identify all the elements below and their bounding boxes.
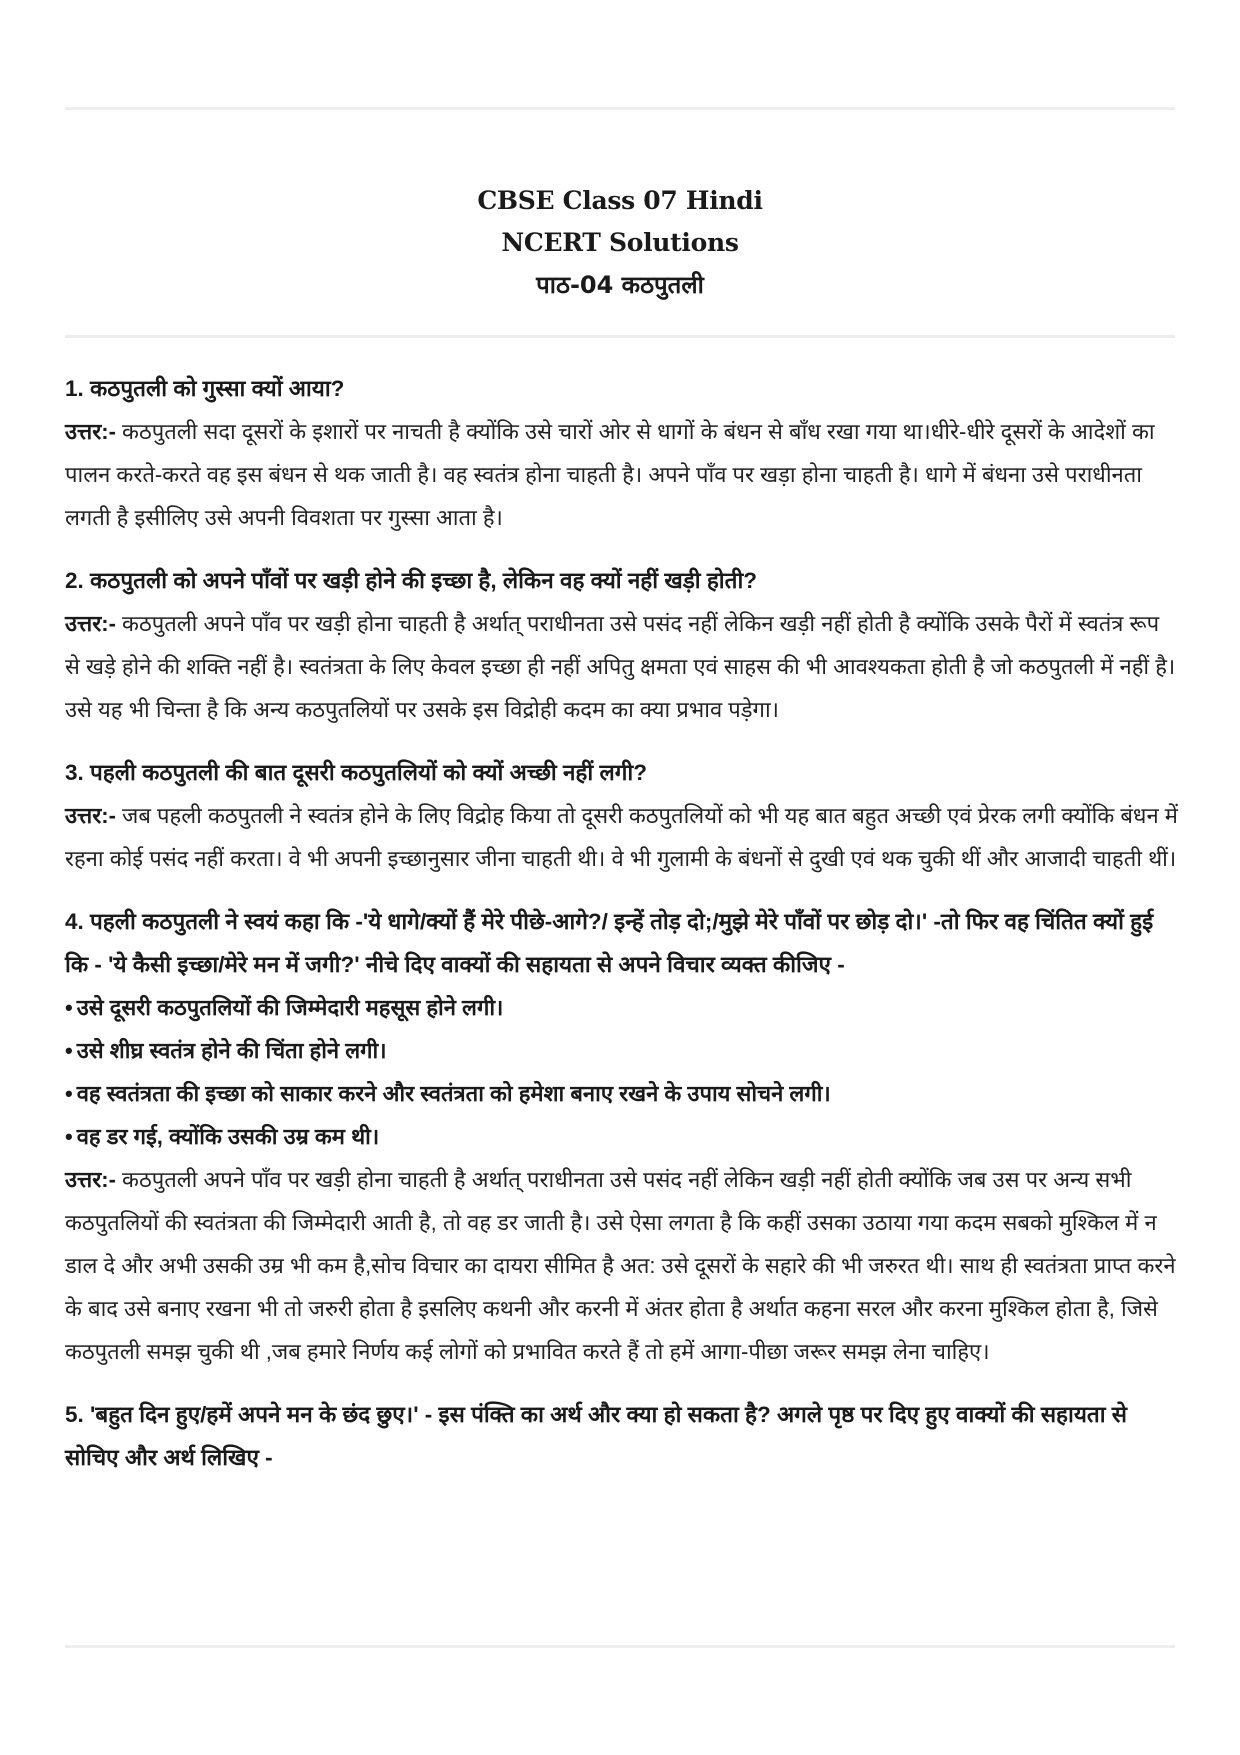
question-number: 3. — [65, 760, 84, 785]
top-divider — [65, 107, 1175, 110]
option-item: • वह डर गई, क्योंकि उसकी उम्र कम थी। — [65, 1115, 1180, 1158]
document-header — [0, 180, 1240, 306]
chapter-title: पाठ-04 कठपुतली — [536, 271, 704, 299]
answer-label: उत्तर:- — [65, 611, 116, 636]
answer-text: कठपुतली अपने पाँव पर खड़ी होना चाहती है अर्थात् पराधीनता उसे पसंद नहीं लेकिन खड़ी नहीं होती क्योंकि जब उस पर अन्य सभी कठपुतलियों की स्वतंत्रता की जिम्मेदारी आती है, तो वह डर जाती है। उसे ऐसा लगता है कि कहीं उसका उठाया गया कदम सबको मुश्किल में न डाल दे और अभी उसकी उम्र भी कम है,सोच विचार का दायरा सीमित है अत: उसे दूसरों के सहारे की भी जरुरत थी। साथ ही स्वतंत्रता प्राप्त करने के बाद उसे बनाए रखना भी तो जरुरी होता है इसलिए कथनी और करनी में अंतर होता है अर्थात कहना सरल और करना मुश्किल होता है, जिसे कठपुतली समझ चुकी थी ,जब हमारे निर्णय कई लोगों को प्रभावित करते हैं तो हमें आगा-पीछा जरूर समझ लेना चाहिए। — [65, 1167, 1176, 1364]
answer-text: कठपुतली सदा दूसरों के इशारों पर नाचती है क्योंकि उसे चारों ओर से धागों के बंधन से बाँध रखा गया था।धीरे-धीरे दूसरों के आदेशों का पालन करते-करते वह इस बंधन से थक जाती है। वह स्वतंत्र होना चाहती है। अपने पाँव पर खड़ा होना चाहती है। धागे में बंधना उसे पराधीनता लगती है इसीलिए उसे अपनी विवशता पर गुस्सा आता है। — [65, 419, 1155, 530]
question-4 — [65, 900, 1180, 986]
question-1 — [65, 367, 1180, 410]
option-item: • उसे शीघ्र स्वतंत्र होने की चिंता होने लगी। — [65, 1029, 1180, 1072]
question-number: 2. — [65, 568, 84, 593]
answer-3 — [65, 794, 1180, 880]
answer-label: उत्तर:- — [65, 803, 116, 828]
document-body — [65, 367, 1180, 1499]
answer-2 — [65, 602, 1180, 731]
qa-item-5 — [65, 1393, 1180, 1479]
question-text: कठपुतली को अपने पाँवों पर खड़ी होने की इच्छा है, लेकिन वह क्यों नहीं खड़ी होती? — [90, 568, 758, 593]
answer-4 — [65, 1158, 1180, 1373]
answer-text: जब पहली कठपुतली ने स्वतंत्र होने के लिए विद्रोह किया तो दूसरी कठपुतलियों को भी यह बात बहुत अच्छी एवं प्रेरक लगी क्योंकि बंधन में रहना कोई पसंद नहीं करता। वे भी अपनी इच्छानुसार जीना चाहती थी। वे भी गुलामी के बंधनों से दुखी एवं थक चुकी थीं और आजादी चाहती थीं। — [65, 803, 1178, 871]
header-subtitle: NCERT Solutions — [501, 228, 739, 257]
header-title: CBSE Class 07 Hindi — [477, 186, 763, 215]
header-divider — [65, 335, 1175, 338]
question-text: कठपुतली को गुस्सा क्यों आया? — [90, 376, 345, 401]
question-text: 'बहुत दिन हुए/हमें अपने मन के छंद छुए।' - इस पंक्ति का अर्थ और क्या हो सकता है? अगले पृष्ठ पर दिए हुए वाक्यों की सहायता से सोचिए और अर्थ लिखिए - — [65, 1402, 1127, 1470]
option-list — [65, 986, 1180, 1158]
answer-1 — [65, 410, 1180, 539]
question-3 — [65, 751, 1180, 794]
question-number: 5. — [65, 1402, 84, 1427]
footer-divider — [65, 1645, 1175, 1648]
question-2 — [65, 559, 1180, 602]
answer-label: उत्तर:- — [65, 419, 116, 444]
question-number: 4. — [65, 909, 84, 934]
question-number: 1. — [65, 376, 84, 401]
option-item: • वह स्वतंत्रता की इच्छा को साकार करने और स्वतंत्रता को हमेशा बनाए रखने के उपाय सोचने लगी। — [65, 1072, 1180, 1115]
question-5 — [65, 1393, 1180, 1479]
answer-text: कठपुतली अपने पाँव पर खड़ी होना चाहती है अर्थात् पराधीनता उसे पसंद नहीं लेकिन खड़ी नहीं होती है क्योंकि उसके पैरों में स्वतंत्र रूप से खड़े होने की शक्ति नहीं है। स्वतंत्रता के लिए केवल इच्छा ही नहीं अपितु क्षमता एवं साहस की भी आवश्यकता होती है जो कठपुतली में नहीं है।उसे यह भी चिन्ता है कि अन्य कठपुतलियों पर उसके इस विद्रोही कदम का क्या प्रभाव पड़ेगा। — [65, 611, 1176, 722]
qa-item-3 — [65, 751, 1180, 880]
question-text: पहली कठपुतली ने स्वयं कहा कि -'ये धागे/क्यों हैं मेरे पीछे-आगे?/ इन्हें तोड़ दो;/मुझे मेरे पाँवों पर छोड़ दो।' -तो फिर वह चिंतित क्यों हुई कि - 'ये कैसी इच्छा/मेरे मन में जगी?' नीचे दिए वाक्यों की सहायता से अपने विचार व्यक्त कीजिए - — [65, 909, 1154, 977]
answer-label: उत्तर:- — [65, 1167, 116, 1192]
qa-item-2 — [65, 559, 1180, 731]
qa-item-1 — [65, 367, 1180, 539]
qa-item-4 — [65, 900, 1180, 1373]
option-item: • उसे दूसरी कठपुतलियों की जिम्मेदारी महसूस होने लगी। — [65, 986, 1180, 1029]
question-text: पहली कठपुतली की बात दूसरी कठपुतलियों को क्यों अच्छी नहीं लगी? — [90, 760, 647, 785]
